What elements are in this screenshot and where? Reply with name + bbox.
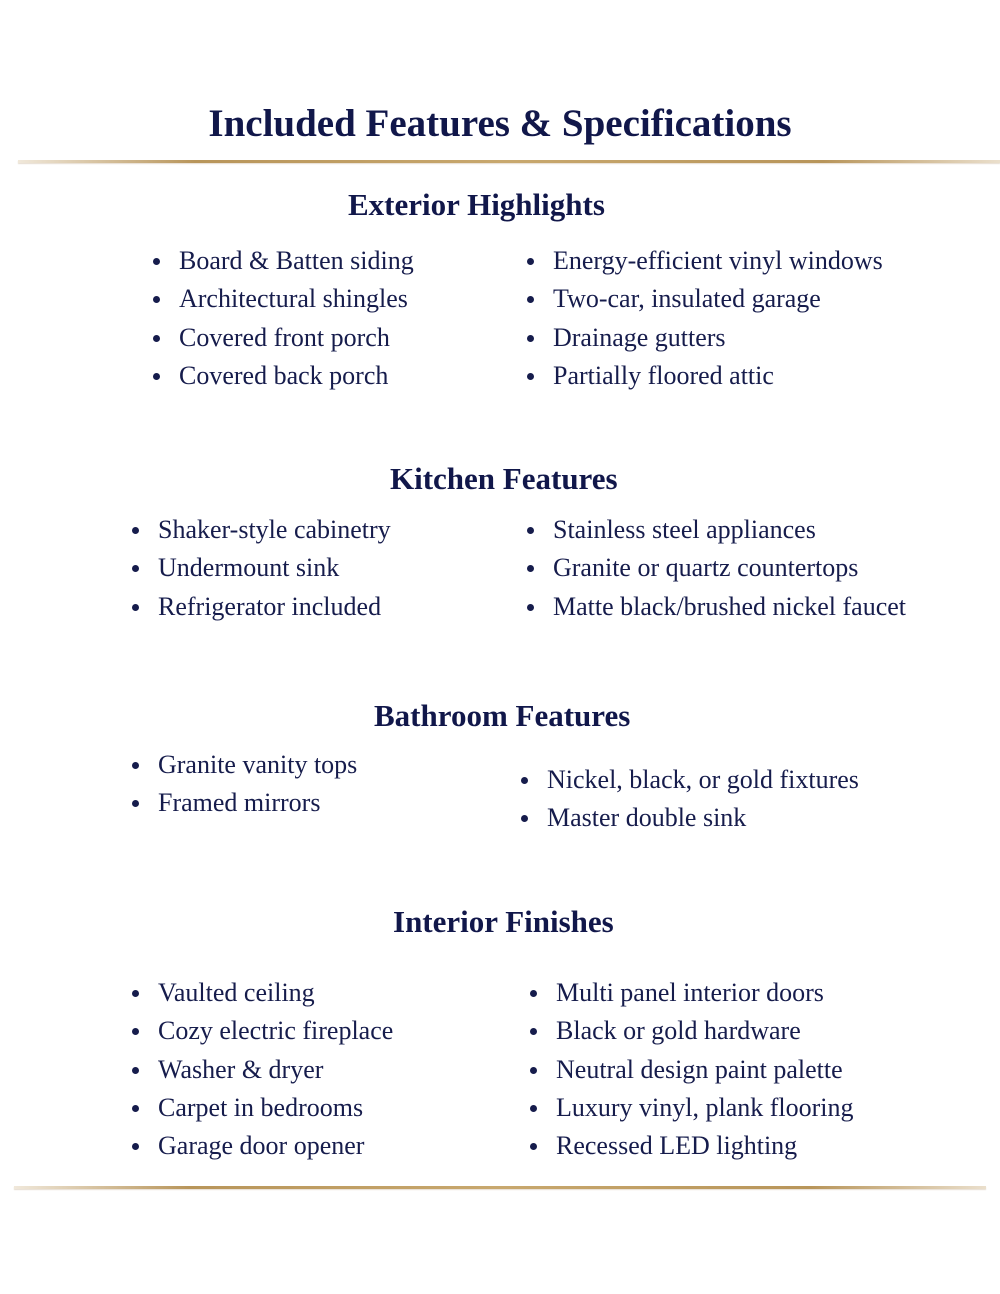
- exterior-right-list: [527, 242, 883, 395]
- list-item: Two-car, insulated garage: [527, 280, 883, 318]
- list-item: Energy-efficient vinyl windows: [527, 242, 883, 280]
- list-item: Washer & dryer: [132, 1051, 393, 1089]
- bottom-divider: [14, 1186, 986, 1189]
- list-item: Luxury vinyl, plank flooring: [530, 1089, 854, 1127]
- list-item: Carpet in bedrooms: [132, 1089, 393, 1127]
- list-item: Shaker-style cabinetry: [132, 511, 391, 549]
- section-heading-exterior: Exterior Highlights: [348, 187, 605, 222]
- section-heading-bathroom: Bathroom Features: [374, 698, 631, 733]
- bathroom-left-list: [132, 746, 357, 823]
- list-item: Board & Batten siding: [153, 242, 414, 280]
- kitchen-right-list: [527, 511, 906, 626]
- kitchen-left-list: [132, 511, 391, 626]
- list-item: Cozy electric fireplace: [132, 1012, 393, 1050]
- list-item: Refrigerator included: [132, 588, 391, 626]
- page-title: Included Features & Specifications: [208, 102, 792, 145]
- list-item: Granite vanity tops: [132, 746, 357, 784]
- list-item: Garage door opener: [132, 1127, 393, 1165]
- list-item: Nickel, black, or gold fixtures: [521, 761, 859, 799]
- top-divider: [18, 160, 1000, 163]
- interior-right-list: [530, 974, 854, 1165]
- list-item: Architectural shingles: [153, 280, 414, 318]
- list-item: Stainless steel appliances: [527, 511, 906, 549]
- list-item: Multi panel interior doors: [530, 974, 854, 1012]
- list-item: Framed mirrors: [132, 784, 357, 822]
- list-item: Covered back porch: [153, 357, 414, 395]
- list-item: Covered front porch: [153, 319, 414, 357]
- list-item: Recessed LED lighting: [530, 1127, 854, 1165]
- list-item: Granite or quartz countertops: [527, 549, 906, 587]
- section-heading-interior: Interior Finishes: [393, 904, 614, 939]
- list-item: Matte black/brushed nickel faucet: [527, 588, 906, 626]
- list-item: Drainage gutters: [527, 319, 883, 357]
- list-item: Vaulted ceiling: [132, 974, 393, 1012]
- list-item: Master double sink: [521, 799, 859, 837]
- bathroom-right-list: [521, 761, 859, 838]
- list-item: Undermount sink: [132, 549, 391, 587]
- interior-left-list: [132, 974, 393, 1165]
- list-item: Black or gold hardware: [530, 1012, 854, 1050]
- section-heading-kitchen: Kitchen Features: [390, 461, 618, 496]
- list-item: Neutral design paint palette: [530, 1051, 854, 1089]
- list-item: Partially floored attic: [527, 357, 883, 395]
- exterior-left-list: [153, 242, 414, 395]
